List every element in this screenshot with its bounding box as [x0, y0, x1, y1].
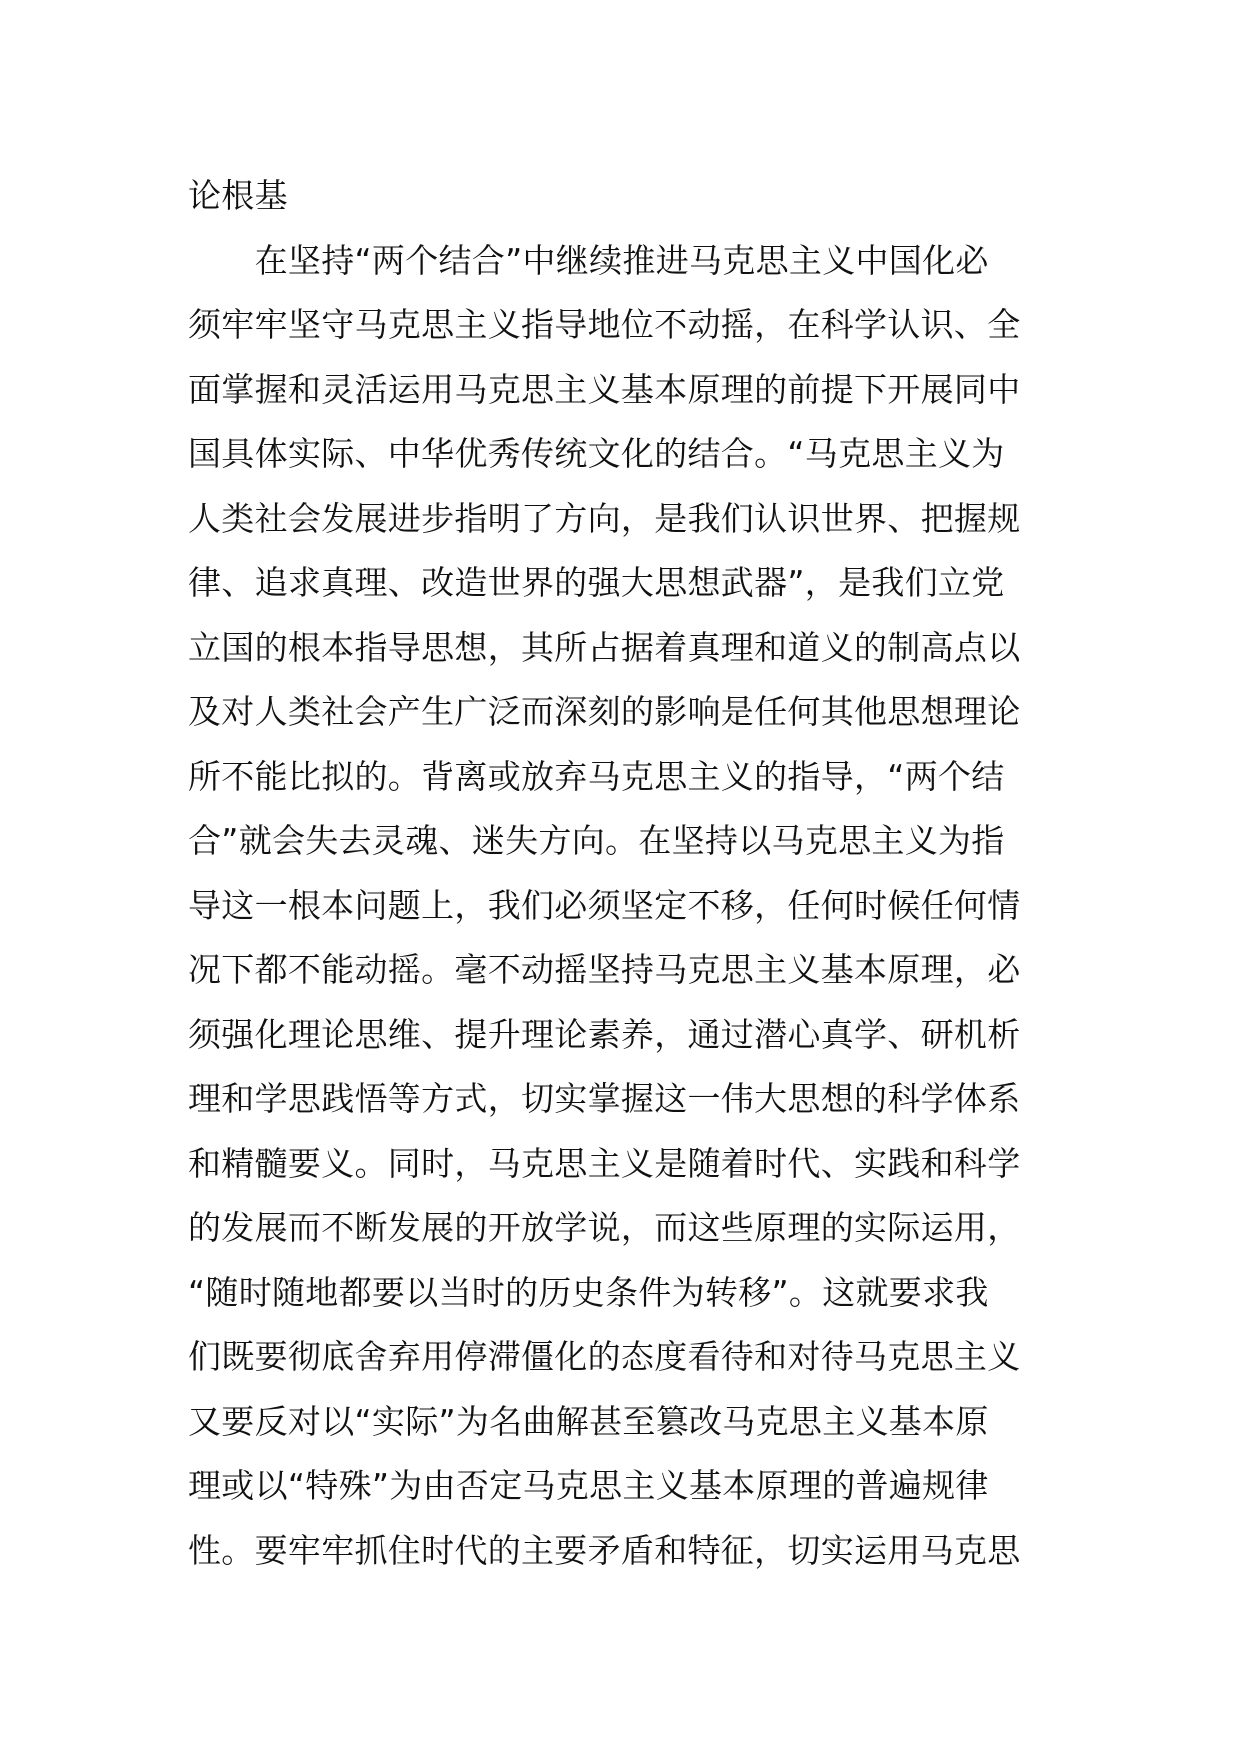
paragraph-line: “随时随地都要以当时的历史条件为转移”。这就要求我 [188, 1272, 989, 1312]
paragraph-line: 导这一根本问题上，我们必须坚定不移，任何时候任何情 [188, 885, 1021, 925]
paragraph-line: 国具体实际、中华优秀传统文化的结合。“马克思主义为 [188, 434, 1005, 473]
paragraph-line: 况下都不能动摇。毫不动摇坚持马克思主义基本原理，必 [188, 950, 1021, 989]
paragraph-line: 理或以“特殊”为由否定马克思主义基本原理的普遍规律 [188, 1466, 989, 1505]
paragraph-line: 及对人类社会产生广泛而深刻的影响是任何其他思想理论 [188, 692, 1021, 731]
paragraph-line: 面掌握和灵活运用马克思主义基本原理的前提下开展同中 [188, 369, 1021, 409]
paragraph-line: 的发展而不断发展的开放学说，而这些原理的实际运用， [188, 1208, 1021, 1247]
section-heading: 论根基 [188, 176, 288, 215]
paragraph-line: 律、追求真理、改造世界的强大思想武器”，是我们立党 [188, 563, 1005, 602]
paragraph-line: 立国的根本指导思想，其所占据着真理和道义的制高点以 [188, 627, 1021, 667]
paragraph-line: 性。要牢牢抓住时代的主要矛盾和特征，切实运用马克思 [188, 1530, 1021, 1570]
paragraph-line: 和精髓要义。同时，马克思主义是随着时代、实践和科学 [188, 1143, 1021, 1183]
paragraph-line: 们既要彻底舍弃用停滞僵化的态度看待和对待马克思主义 [188, 1337, 1021, 1376]
paragraph-line: 人类社会发展进步指明了方向，是我们认识世界、把握规 [188, 498, 1021, 538]
paragraph-line: 理和学思践悟等方式，切实掌握这一伟大思想的科学体系 [188, 1079, 1021, 1118]
paragraph-line: 在坚持“两个结合”中继续推进马克思主义中国化必 [188, 240, 989, 280]
paragraph-line: 合”就会失去灵魂、迷失方向。在坚持以马克思主义为指 [188, 821, 1005, 860]
paragraph-line: 又要反对以“实际”为名曲解甚至篡改马克思主义基本原 [188, 1401, 989, 1441]
paragraph-line: 须牢牢坚守马克思主义指导地位不动摇，在科学认识、全 [188, 305, 1021, 344]
paragraph-line: 所不能比拟的。背离或放弃马克思主义的指导，“两个结 [188, 756, 1005, 796]
document-body [188, 164, 1058, 1583]
paragraph-line: 须强化理论思维、提升理论素养，通过潜心真学、研机析 [188, 1014, 1021, 1054]
